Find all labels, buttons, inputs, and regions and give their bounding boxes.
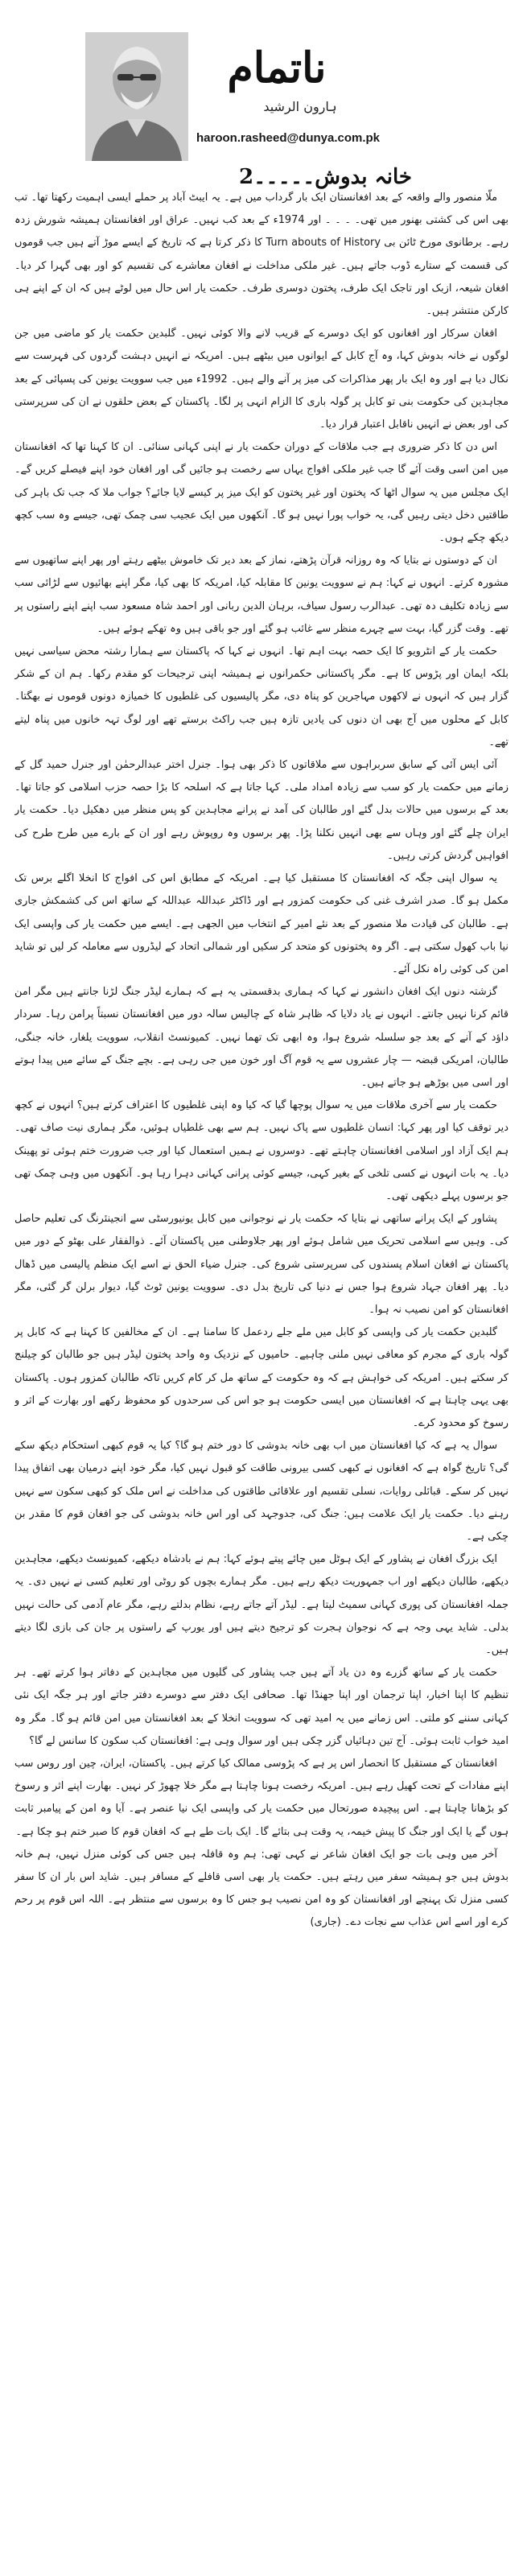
article-paragraph: پشاور کے ایک پرانے ساتھی نے بتایا کہ حکمت یار نے نوجوانی میں کابل یونیورسٹی سے انجینئرنگ کی تعلیم حاصل کی۔ وہیں سے اسلامی تحریک میں شامل ہوئے اور پھر جلاوطنی میں پاکستان آئے۔ ذوالفقار علی بھٹو کے دور میں پاکستان نے افغان اسلام پسندوں کی سرپرستی شروع کی۔ جنرل ضیاء الحق نے اسے ایک منظم پالیسی میں ڈھال دیا۔ پھر افغان جہاد شروع ہوا جس نے دنیا کی تاریخ بدل دی۔ سوویت یونین ٹوٹ گیا، دیوار برلن گر گئی، مگر افغانستان کو امن نصیب نہ ہوا۔ <box>14 1213 509 1316</box>
article-paragraph: سوال یہ ہے کہ کیا افغانستان میں اب بھی خانہ بدوشی کا دور ختم ہو گا؟ کیا یہ قوم کبھی استحکام دیکھ سکے گی؟ تاریخ گواہ ہے کہ افغانوں نے کبھی کسی بیرونی طاقت کو قبول نہیں کیا، مگر خود اپنے درمیان بھی اتفاق پیدا نہیں کر سکے۔ قبائلی روایات، نسلی تقسیم اور علاقائی طاقتوں کی مداخلت نے اس ملک کو کبھی سکون سے نہیں رہنے دیا۔ حکمت یار ایک علامت ہیں: جنگ کی، جدوجہد کی اور اس خانہ بدوشی کی جو افغان قوم کا مقدر بن چکی ہے۔ <box>14 1440 509 1543</box>
article-paragraph: حکمت یار کے ساتھ گزرے وہ دن یاد آتے ہیں جب پشاور کی گلیوں میں مجاہدین کے دفاتر ہوا کرتے تھے۔ ہر تنظیم کا اپنا اخبار، اپنا ترجمان اور اپنا جھنڈا تھا۔ صحافی ایک دفتر سے دوسرے دفتر جاتے اور ہر جگہ ایک نئی کہانی سننے کو ملتی۔ اس زمانے میں یہ امید تھی کہ سوویت انخلا کے بعد افغانستان میں امن قائم ہو گا۔ مگر وہ امید خواب ثابت ہوئی۔ آج تین دہائیاں گزر چکی ہیں اور سوال وہی ہے: افغانستان کب سکون کا سانس لے گا؟ <box>14 1667 509 1747</box>
article-paragraph: حکمت یار سے آخری ملاقات میں یہ سوال پوچھا گیا کہ کیا وہ اپنی غلطیوں کا اعتراف کرتے ہیں؟ انہوں نے کچھ دیر توقف کیا اور پھر کہا: انسان غلطیوں سے پاک نہیں۔ ہم سے بھی غلطیاں ہوئیں، مگر ہماری نیت صاف تھی۔ ہم ایک آزاد اور اسلامی افغانستان چاہتے تھے۔ دوسروں نے ہمیں استعمال کیا اور جب ضرورت ختم ہوئی تو پھینک دیا۔ یہ بات انہوں نے کسی تلخی کے بغیر کہی، جیسے کوئی پرانی کہانی دہرا رہا ہو۔ آنکھوں میں وہی چمک تھی جو برسوں پہلے دیکھی تھی۔ <box>14 1099 509 1202</box>
article-paragraph: حکمت یار کے انٹرویو کا ایک حصہ بہت اہم تھا۔ انہوں نے کہا کہ پاکستان سے ہمارا رشتہ محض سیاسی نہیں بلکہ ایمان اور پڑوس کا ہے۔ مگر پاکستانی حکمرانوں نے ہمیشہ اپنی ترجیحات کو مقدم رکھا۔ ہم ان کے شکر گزار ہیں کہ انہوں نے لاکھوں مہاجرین کو پناہ دی، مگر پالیسیوں کی غلطیوں کا خمیازہ دونوں قوموں نے بھگتا۔ کابل کے محلوں میں آج بھی ان دنوں کی یادیں تازہ ہیں جب راکٹ برستے تھے اور لوگ تہہ خانوں میں پناہ لیتے تھے۔ <box>14 645 509 748</box>
author-portrait-icon <box>85 32 188 161</box>
author-email[interactable]: haroon.rasheed@dunya.com.pk <box>196 131 381 145</box>
article-paragraph: گلبدین حکمت یار کی واپسی کو کابل میں ملے جلے ردعمل کا سامنا ہے۔ ان کے مخالفین کا کہنا ہے کہ کابل پر گولہ باری کے مجرم کو معافی نہیں ملنی چاہیے۔ حامیوں کے نزدیک وہ واحد پختون لیڈر ہیں جو طالبان کو چیلنج کر سکتے ہیں۔ امریکہ کی خواہش ہے کہ وہ حکومت کے ساتھ مل کر کام کریں تاکہ طالبان کمزور ہوں۔ پاکستان بھی یہی چاہتا ہے کہ افغانستان میں ایسی حکومت ہو جو اس کی سرحدوں کو محفوظ رکھے اور بھارت کے اثر و رسوخ کو محدود کرے۔ <box>14 1326 509 1429</box>
author-photo <box>85 32 188 161</box>
article-paragraph: یہ سوال اپنی جگہ کہ افغانستان کا مستقبل کیا ہے۔ امریکہ کے مطابق اس کی افواج کا انخلا اگلے برس تک مکمل ہو گا۔ صدر اشرف غنی کی حکومت کمزور ہے اور ڈاکٹر عبداللہ عبداللہ کے ساتھ اس کی کشمکش جاری ہے۔ طالبان کی قیادت ملا منصور کے بعد نئے امیر کے انتخاب میں الجھی ہے۔ ایسے میں حکمت یار کی واپسی ایک نیا باب کھول سکتی ہے۔ اگر وہ پختونوں کو متحد کر سکیں اور شمالی اتحاد کے لیڈروں سے معاملہ کر لیں تو شاید امن کی کوئی راہ نکل آئے۔ <box>14 872 509 975</box>
article-paragraph: آئی ایس آئی کے سابق سربراہوں سے ملاقاتوں کا ذکر بھی ہوا۔ جنرل اختر عبدالرحمٰن اور جنرل حمید گل کے زمانے میں حکمت یار کو سب سے زیادہ امداد ملی۔ کہا جاتا ہے کہ اسلحہ کا بڑا حصہ حزب اسلامی کو جاتا تھا۔ بعد کے برسوں میں حالات بدل گئے اور طالبان کی آمد نے پرانے مجاہدین کو پس منظر میں دھکیل دیا۔ حکمت یار ایران چلے گئے اور وہاں سے بھی انہیں نکلنا پڑا۔ پھر برسوں وہ روپوش رہے اور ان کے بارے میں طرح طرح کی افواہیں گردش کرتی رہیں۔ <box>14 759 509 862</box>
article-paragraph: اس دن کا ذکر ضروری ہے جب ملاقات کے دوران حکمت یار نے اپنی کہانی سنائی۔ ان کا کہنا تھا کہ افغانستان میں امن اسی وقت آئے گا جب غیر ملکی افواج یہاں سے رخصت ہو جائیں گی اور افغان خود اپنے فیصلے کریں گے۔ ایک مجلس میں یہ سوال اٹھا کہ پختون اور غیر پختون کو ایک میز پر کیسے لایا جائے؟ جواب ملا کہ جب تک باہر کی طاقتیں دخل دیتی رہیں گی، یہ خواب پورا نہیں ہو گا۔ آنکھوں میں ایک عجیب سی چمک تھی، جیسے وہ سب کچھ دیکھ چکے ہوں۔ <box>14 441 509 545</box>
article-title: خانہ بدوش۔۔۔۔۔2 <box>239 165 412 189</box>
article-paragraph: افغانستان کے مستقبل کا انحصار اس پر ہے کہ پڑوسی ممالک کیا کرتے ہیں۔ پاکستان، ایران، چین اور روس سب اپنے مفادات کے تحت کھیل رہے ہیں۔ امریکہ رخصت ہونا چاہتا ہے مگر خلا چھوڑ کر نہیں۔ بھارت اپنے اثر و رسوخ کو بڑھانا چاہتا ہے۔ اس پیچیدہ صورتحال میں حکمت یار کی واپسی ایک نیا عنصر ہے۔ آیا وہ امن کے پیامبر ثابت ہوں گے یا ایک اور جنگ کا پیش خیمہ، یہ وقت ہی بتائے گا۔ ایک بات طے ہے کہ افغان قوم کا صبر ختم ہو چکا ہے۔ <box>14 1758 509 1838</box>
article-paragraph: آخر میں وہی بات جو ایک افغان شاعر نے کہی تھی: ہم وہ قافلہ ہیں جس کی کوئی منزل نہیں، ہم خانہ بدوش ہیں جو ہمیشہ سفر میں رہتے ہیں۔ حکمت یار بھی اسی قافلے کے مسافر ہیں۔ شاید اس بار ان کا سفر کسی منزل تک پہنچے اور افغانستان کو وہ امن نصیب ہو جس کا وہ برسوں سے منتظر ہے۔ اللہ اس قوم پر رحم کرے اور اسے اس عذاب سے نجات دے۔ (جاری) <box>14 1848 509 1929</box>
article-body <box>14 187 509 2561</box>
article-paragraph: افغان سرکار اور افغانوں کو ایک دوسرے کے قریب لانے والا کوئی نہیں۔ گلبدین حکمت یار کو ماضی میں جن لوگوں نے خانہ بدوش کہا، وہ آج کابل کے ایوانوں میں بیٹھے ہیں۔ امریکہ نے انہیں دہشت گردوں کی فہرست سے نکال دیا ہے اور وہ ایک بار پھر مذاکرات کی میز پر آنے والے ہیں۔ 1992ء میں جب سوویت یونین کی پسپائی کے بعد مجاہدین کی حکومت بنی تو کابل پر گولہ باری کا الزام انہی پر لگا۔ پاکستان کے بعض حلقوں نے ان کی سرپرستی کی اور بعض نے انہیں ناقابل اعتبار قرار دیا۔ <box>14 328 509 431</box>
article-paragraph: گزشتہ دنوں ایک افغان دانشور نے کہا کہ ہماری بدقسمتی یہ ہے کہ ہمارے لیڈر جنگ لڑنا جانتے ہیں مگر امن قائم کرنا نہیں جانتے۔ انہوں نے یاد دلایا کہ ظاہر شاہ کے چالیس سالہ دور میں افغانستان نسبتاً پرامن رہا۔ سردار داؤد کے آنے کے بعد جو سلسلہ شروع ہوا، وہ ابھی تک تھما نہیں۔ کمیونسٹ انقلاب، سوویت یلغار، خانہ جنگی، طالبان، امریکی قبضہ — چار عشروں سے یہ قوم آگ اور خون میں جی رہی ہے۔ بچے جنگ کے سائے میں پیدا ہوتے اور اسی میں بوڑھے ہو جاتے ہیں۔ <box>14 986 509 1089</box>
column-title: ناتمام <box>227 43 327 93</box>
article-paragraph: ایک بزرگ افغان نے پشاور کے ایک ہوٹل میں چائے پیتے ہوئے کہا: ہم نے بادشاہ دیکھے، کمیونسٹ دیکھے، مجاہدین دیکھے، طالبان دیکھے اور اب جمہوریت دیکھ رہے ہیں۔ مگر ہمارے بچوں کو روٹی اور تعلیم کسی نے نہیں دی۔ یہ جملہ افغانستان کی پوری کہانی سمیٹ لیتا ہے۔ لیڈر آتے جاتے رہے، نظام بدلتے رہے، مگر عام آدمی کی حالت نہیں بدلی۔ شاید یہی وجہ ہے کہ نوجوان ہجرت کو ترجیح دیتے ہیں اور یورپ کے راستوں پر جان کی بازی لگا دیتے ہیں۔ <box>14 1553 509 1656</box>
column-masthead <box>14 32 509 189</box>
article-paragraph: ملّا منصور والے واقعہ کے بعد افغانستان ایک بار گرداب میں ہے۔ یہ ایبٹ آباد پر حملے ایسی اہمیت رکھتا تھا۔ تب بھی اس کی کشتی بھنور میں تھی۔ ۔ ۔ ۔ اور 1974ء کے بعد کب نہیں۔ عراق اور افغانستان ہمیشہ شورش زدہ رہے۔ برطانوی مورخ ٹائن بی Turn abouts of History کا ذکر کرتا ہے کہ تاریخ کے ایسے موڑ آتے ہیں جب قوموں کی قسمت کے ستارے ڈوب جاتے ہیں۔ غیر ملکی مداخلت نے افغان معاشرے کی تقسیم کو اور بھی گہرا کر دیا۔ افغان شیعہ، ازبک اور تاجک ایک طرف، پختون دوسری طرف۔ حکمت یار اس حال میں لوٹے ہیں کہ ان کے اپنے ہی کارکن منتشر ہیں۔ <box>14 192 509 318</box>
article-paragraph: ان کے دوستوں نے بتایا کہ وہ روزانہ قرآن پڑھتے، نماز کے بعد دیر تک خاموش بیٹھے رہتے اور پھر اپنے ساتھیوں سے مشورہ کرتے۔ انہوں نے کہا: ہم نے سوویت یونین کا مقابلہ کیا، امریکہ کا بھی کیا، مگر اپنے بھائیوں سے لڑائی سب سے زیادہ تکلیف دہ تھی۔ عبدالرب رسول سیاف، برہان الدین ربانی اور احمد شاہ مسعود سب اپنے اپنے راستوں پر تھے۔ وقت گزر گیا، بہت سے چہرے منظر سے غائب ہو گئے اور جو باقی ہیں وہ تھکے ہوئے ہیں۔ <box>14 554 509 635</box>
author-name: ہارون الرشید <box>263 99 337 114</box>
